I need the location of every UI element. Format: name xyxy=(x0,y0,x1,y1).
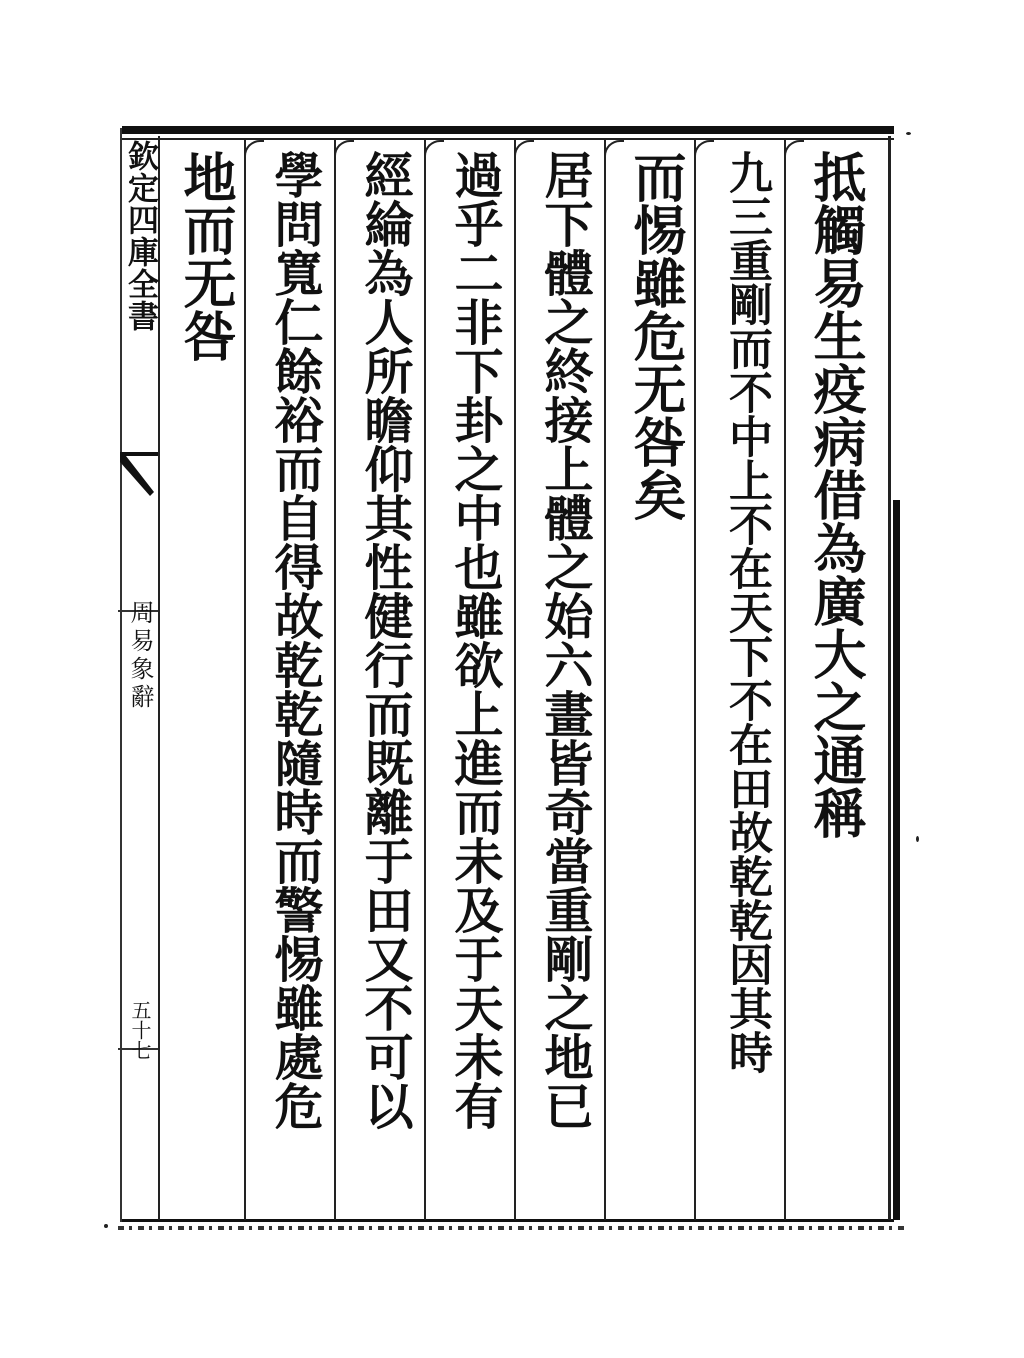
text-column-3: 而惕雖危无咎矣 xyxy=(625,150,687,521)
right-gutter-shadow xyxy=(893,500,900,1220)
ink-speck xyxy=(906,132,911,135)
text-column-5: 過乎二非下卦之中也雖欲上進而未及于天未有 xyxy=(447,150,505,1130)
top-border-thin-rule xyxy=(122,138,894,140)
margin-page-number: 五十七 xyxy=(128,1000,152,1060)
ink-speck xyxy=(104,1224,108,1228)
text-column-8: 地而无咎 xyxy=(175,150,237,362)
ink-speck xyxy=(916,836,919,842)
fish-tail-mark-icon xyxy=(120,452,158,498)
top-border-rule xyxy=(122,126,894,134)
bottom-border-rule xyxy=(122,1219,894,1222)
margin-section-title: 周易象辭 xyxy=(126,600,154,712)
text-column-6: 經綸為人所瞻仰其性健行而既離于田又不可以 xyxy=(357,150,415,1130)
text-column-4: 居下體之終接上體之始六畫皆奇當重剛之地已 xyxy=(537,150,595,1130)
bottom-border-ink-bleed xyxy=(118,1226,908,1230)
margin-book-title: 欽定四庫全書 xyxy=(122,140,158,332)
right-border-rule xyxy=(888,136,891,1220)
text-column-1: 抵觸易生疫病借為廣大之通稱 xyxy=(805,150,867,839)
text-column-2: 九三重剛而不中上不在天下不在田故乾乾因其時 xyxy=(721,150,772,1074)
text-column-7: 學問寬仁餘裕而自得故乾乾隨時而警惕雖處危 xyxy=(267,150,325,1130)
margin-divider-rule xyxy=(158,136,160,1220)
